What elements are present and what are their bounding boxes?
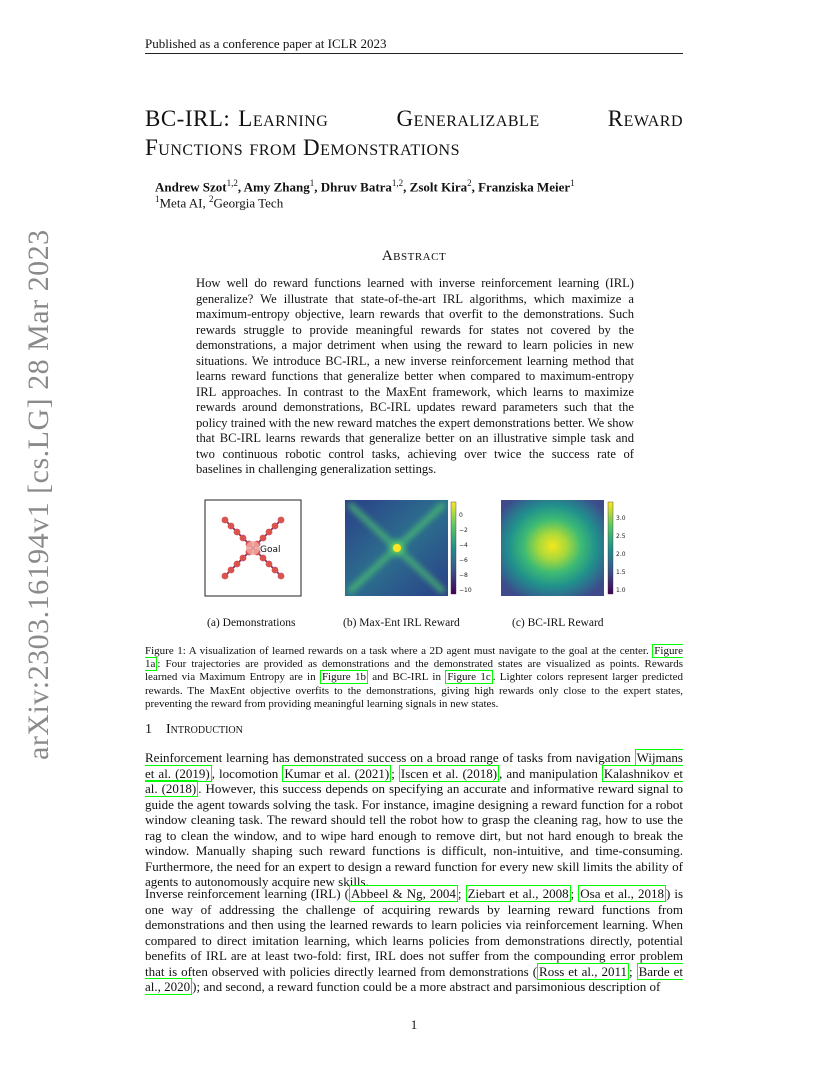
author-affil-mark: 1 [570, 178, 575, 188]
para-text: ; [391, 765, 399, 781]
intro-paragraph-2 [145, 886, 683, 995]
title-line-2: Functions from Demonstrations [145, 135, 460, 160]
figure-ref-1b[interactable]: Figure 1b [321, 671, 366, 684]
para-text: Inverse reinforcement learning (IRL) ( [145, 886, 349, 901]
colorbar-c-tick: 1.5 [616, 569, 626, 576]
author-name: Amy Zhang [243, 179, 310, 195]
figure-1-caption [145, 645, 683, 711]
author-name: Zsolt Kira [409, 179, 468, 195]
affil-mark: 2 [208, 194, 214, 204]
author-name: Andrew Szot [155, 179, 227, 195]
colorbar-c-tick: 3.0 [616, 515, 626, 522]
section-number: 1 [145, 722, 152, 737]
page-number: 1 [410, 1017, 418, 1032]
title-prefix: BC-IRL: [145, 106, 231, 131]
colorbar-c-tick: 2.0 [616, 551, 626, 558]
author-name: Dhruv Batra [320, 179, 392, 195]
citation-link[interactable]: Barde et al., 2020 [145, 963, 683, 994]
caption-text: Figure 1: A visualization of learned rewards on a task where a 2D agent must navigate to the goal at the center. [145, 645, 653, 657]
header-rule [145, 53, 683, 54]
arxiv-identifier: arXiv:2303.16194v1 [cs.LG] 28 Mar 2023 [22, 229, 55, 760]
goal-label: Goal [260, 545, 281, 555]
para-text: ; [457, 886, 466, 901]
paper-title [145, 104, 683, 162]
citation-link[interactable]: Ross et al., 2011 [539, 963, 628, 979]
para-text: , and manipulation [499, 765, 602, 781]
colorbar-c-tick: 1.0 [616, 587, 626, 594]
figure-ref-1c[interactable]: Figure 1c [447, 671, 491, 684]
panel-b-maxent-heatmap [345, 500, 472, 596]
citation-link[interactable]: Wijmans et al. (2019) [145, 750, 683, 781]
venue-header: Published as a conference paper at ICLR 2023 [145, 36, 387, 51]
para-text: Reinforcement learning has demonstrated success on a broad range of tasks from navigation [145, 750, 635, 765]
author-list: Andrew Szot$^{1,2}$, Amy Zhang$^1$, Dhruv Batra$^{1,2}$, Zsolt Kira$^2$, Franziska Meier$^1$ [155, 178, 575, 195]
para-text: ); and second, a reward function could be a more abstract and parsimonious description of [192, 979, 661, 994]
figure-1 [145, 490, 683, 640]
para-text: . However, this success depends on specifying an accurate and informative reward signal to guide the agent towards solving the task. For instance, imagine designing a reward function for a robot window cleaning task. The reward should tell the robot how to grasp the cleaning rag, how to use the rag to clean the window, and to wipe hard enough to remove dirt, but not hard enough to break the window. Manually shaping such reward functions is difficult, non-intuitive, and time-consuming. Furthermore, the need for an expert to design a reward function for every new skill limits the ability of agents to autonomously acquire new skills. [145, 781, 683, 889]
para-text: ) is one way of addressing the challenge of acquiring rewards by learning reward functions from demonstrations and then using the learned rewards to learn policies via reinforcement learning. When compared to direct imitation learning, which learns policies from demonstrations directly, potential benefits of IRL are at least two-fold: first, IRL does not suffer from the compounding error problem that is often observed with policies directly learned from demonstrations ( [145, 886, 684, 979]
subcaption-c: (c) BC-IRL Reward [512, 617, 604, 629]
panel-a-demonstrations [205, 500, 301, 596]
caption-text: . Lighter colors represent larger predicted rewards. The MaxEnt objective overfits to the demonstrations, giving high rewards only close to the expert states, preventing the reward from providing meaningful learning signals in new states. [145, 671, 683, 710]
subcaption-a: (a) Demonstrations [207, 617, 296, 629]
citation-link[interactable]: Iscen et al. (2018) [400, 765, 498, 781]
intro-paragraph-1 [145, 750, 683, 890]
colorbar-b-tick: 0 [459, 512, 463, 519]
citation-link[interactable]: Ziebart et al., 2008 [467, 886, 569, 901]
caption-text: and BC-IRL in [367, 671, 446, 684]
colorbar-b-tick: −4 [459, 542, 468, 549]
subcaption-b: (b) Max-Ent IRL Reward [343, 617, 460, 629]
author-affil-mark: 1,2 [226, 178, 238, 188]
colorbar-b-tick: −8 [459, 572, 468, 579]
author-affil-mark: 2 [467, 178, 472, 188]
para-text: ; [570, 886, 579, 901]
colorbar-b-tick: −10 [459, 587, 472, 594]
para-text: ; [629, 963, 637, 979]
panel-c-bcirl-heatmap [501, 500, 626, 596]
affil-mark: 1 [155, 194, 160, 204]
citation-link[interactable]: Osa et al., 2018 [580, 886, 664, 901]
citation-link[interactable]: Kalashnikov et al. (2018) [145, 765, 684, 796]
abstract-text: How well do reward functions learned with inverse reinforcement learning (IRL) generalize? We illustrate that state-of-the-art IRL algorithms, which maximize a maximum-entropy objective, learn rewards that overfit to the demonstrations. Such rewards struggle to provide meaningful rewards for states not covered by the demonstrations, a major detriment when using the reward to learn policies in new situations. We introduce BC-IRL, a new inverse reinforcement learning method that learns reward functions that generalize better when compared to maximum-entropy IRL approaches. In contrast to the MaxEnt framework, which learns to maximize rewards around demonstrations, BC-IRL updates reward parameters such that the policy trained with the new reward matches the expert demonstrations better. We show that BC-IRL learns rewards that generalize better on an illustrative simple task and two continuous robotic control tasks, achieving over twice the success rate of baselines in challenging generalization settings. [196, 276, 634, 476]
affil-name: Georgia Tech [213, 195, 284, 211]
title-line-1 [145, 104, 683, 133]
citation-link[interactable]: Kumar et al. (2021) [284, 765, 390, 781]
author-name: Franziska Meier [478, 179, 571, 195]
title-rest: Learning Generalizable Reward [238, 106, 683, 131]
affil-name: Meta AI [159, 195, 203, 211]
colorbar-b-tick: −2 [459, 527, 468, 534]
para-text: , locomotion [211, 765, 283, 781]
abstract-heading: Abstract [381, 248, 447, 264]
author-affil-mark: 1 [309, 178, 315, 188]
colorbar-c-tick: 2.5 [616, 533, 626, 540]
figure-graphics [145, 490, 683, 610]
figure-ref-1a[interactable]: Figure 1a [145, 645, 683, 671]
author-affil-mark: 1,2 [391, 178, 404, 188]
section-title: Introduction [166, 722, 243, 737]
affiliations: $^1$Meta AI, $^2$Georgia Tech [155, 194, 284, 211]
citation-link[interactable]: Abbeel & Ng, 2004 [350, 886, 456, 901]
caption-text: : Four trajectories are provided as demonstrations and the demonstrated states are visualized as points. Rewards learned via Maximum Entropy are in [145, 658, 683, 684]
colorbar-b-tick: −6 [459, 557, 468, 564]
section-1-heading [145, 722, 243, 738]
